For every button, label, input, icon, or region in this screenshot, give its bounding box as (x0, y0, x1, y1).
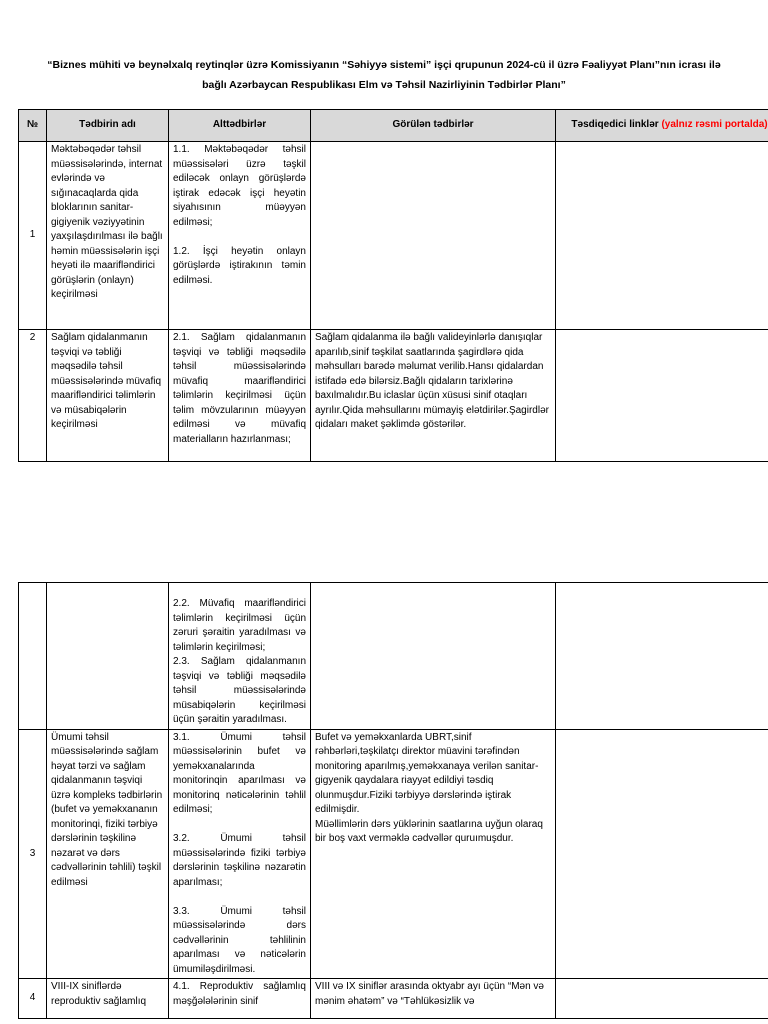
links-cell (556, 330, 768, 462)
completed-actions-cell (311, 142, 556, 330)
header-completed-actions: Görülən tədbirlər (311, 110, 556, 142)
completed-actions-text: Bufet və yeməkxanlarda UBRT,sinif rəhbərləri,təşkilatçı direktor müavini tərəfindən monitoring aparılmış,yeməkxanaya verilən sanitar-gigyenik qaydalara riayyət edildiyi təsdiq olunmuşdur.Fiziki tərbiyyə dərslərində iştirak edilmişdir. (315, 731, 539, 815)
links-cell (556, 142, 768, 330)
subevent-text: 2.2. Müvafiq maarifləndirici təlimlərin keçirilməsi üçün zəruri şəraitin yaradılması və təlimlərin keçirilməsi; (173, 598, 306, 653)
links-cell (556, 729, 768, 979)
completed-actions-cell (311, 729, 556, 979)
page-title: “Biznes mühiti və beynəlxalq reytinqlər üzrə Komissiyanın “Səhiyyə sistemi” işçi qrupunun 2024-cü il üzrə Fəaliyyət Planı”nın icrası ilə bağlı Azərbaycan Respublikası Elm və Təhsil Nazirliyinin Tədbirlər Planı” (47, 59, 721, 91)
subevents-cell (169, 142, 311, 330)
event-name-cell: Ümumi təhsil müəssisələrində sağlam həyat tərzi və sağlam qidalanmanın təşviqi üzrə kompleks tədbirlərin (bufet və yeməkxananın monitorinqi, fiziki tərbiyə dərslərinin təşkilinə nəzarət və dərs cədvəllərinin təhlili) təşkil edilməsi (47, 729, 169, 979)
links-cell (556, 583, 768, 730)
table-row (19, 729, 768, 979)
subevent-text: 4.1. Reproduktiv sağlamlıq məşğələlərinin sinif (173, 981, 306, 1007)
event-name-cell (47, 583, 169, 730)
subevents-cell (169, 330, 311, 462)
subevent-text: 3.1. Ümumi təhsil müəssisələrinin bufet və yeməkxanalarında monitorinqin aparılması və monitorinq nəticələrinin təhlil edilməsi; (173, 731, 306, 815)
plan-table-part-1 (18, 109, 768, 462)
row-number: 3 (19, 729, 47, 979)
event-name-cell: Məktəbəqədər təhsil müəssisələrində, internat evlərində və sığınacaqlarda qida bloklarının sanitar-gigiyenik vəziyyətinin yaxşılaşdırılması ilə bağlı həmin müəssisələrin işçi heyəti ilə maarifləndirici görüşlərin (onlayn) keçirilməsi (47, 142, 169, 330)
plan-table-part-2 (18, 582, 768, 1019)
table-header-row (19, 110, 768, 142)
subevent-text: 3.3. Ümumi təhsil müəssisələrində dərs cədvəllərinin təhlilinin aparılması və nəticələrin ümumiləşdirilməsi. (173, 905, 306, 975)
event-name-cell: VIII-IX siniflərdə reproduktiv sağlamlıq (47, 979, 169, 1019)
row-number: 2 (19, 330, 47, 462)
completed-actions-text: Müəllimlərin dərs yüklərinin saatlarına uyğun olaraq bir boş vaxt verməklə cədvəllər quruımuşdur. (315, 818, 543, 844)
subevent-text: 3.2. Ümumi təhsil müəssisələrində fiziki tərbiyə dərslərinin təşkilinə nəzarətin aparılması; (173, 833, 306, 888)
header-links-note: (yalnız rəsmi portalda) (661, 119, 768, 131)
header-event-name: Tədbirin adı (47, 110, 169, 142)
row-number (19, 583, 47, 730)
subevent-text: 1.1. Məktəbəqədər təhsil müəssisələri üzrə təşkil ediləcək onlayn görüşlərdə iştirak edəcək işçi heyətin siyahısının müəyyən edilməsi; (173, 144, 306, 228)
subevents-cell (169, 979, 311, 1019)
completed-actions-cell: Sağlam qidalanma ilə bağlı valideyinlərlə danışıqlar aparılıb,sinif təşkilat saatlarında şagirdlərə qida məhsulları barədə məlumat verilib.Hansı qidalardan istifadə edə bilərsiz.Bağlı qidaların tarixlərinə baxılmalıdır.Bu iclaslar üçün xüsusi sinif otaqları ayrılır.Qida məhsullarını mümayiş elətdirilər.Şagirdlər qidaları maket şəklimdə göstərilər. (311, 330, 556, 462)
subevent-text: 2.3. Sağlam qidalanmanın təşviqi və təbliği məqsədilə təhsil müəssisələrində müsabiqələrin keçirilməsi üçün şəraitin yaradılması. (173, 656, 306, 725)
links-cell (556, 979, 768, 1019)
table-row (19, 330, 768, 462)
table-row (19, 979, 768, 1019)
event-name-cell: Sağlam qidalanmanın təşviqi və təbliği məqsədilə təhsil müəssisələrində müvafiq maarifləndirici təlimlərin və müsabiqələrin keçirilməsi (47, 330, 169, 462)
table-row (19, 583, 768, 730)
header-number: № (19, 110, 47, 142)
table-row (19, 142, 768, 330)
subevent-text: 1.2. İşçi heyətin onlayn görüşlərdə iştirakının təmin edilməsi. (173, 245, 306, 286)
row-number: 4 (19, 979, 47, 1019)
completed-actions-cell: VIII və IX siniflər arasında oktyabr ayı üçün “Mən və mənim əhatəm” və “Təhlükəsizlik və (311, 979, 556, 1019)
header-confirming-links (556, 110, 768, 142)
header-links-label: Təsdiqedici linklər (571, 119, 659, 131)
subevents-cell (169, 729, 311, 979)
header-subevents: Alttədbirlər (169, 110, 311, 142)
subevent-text: 2.1. Sağlam qidalanmanın təşviqi və təbliği məqsədilə təhsil müəssisələrində müvafiq maarifləndirici təlimlərin keçirilməsi üçün təlim mövzularının müəyyən edilməsi və müvafiq materialların hazırlanması; (173, 332, 306, 445)
row-number: 1 (19, 142, 47, 330)
completed-actions-cell (311, 583, 556, 730)
subevents-cell (169, 583, 311, 730)
